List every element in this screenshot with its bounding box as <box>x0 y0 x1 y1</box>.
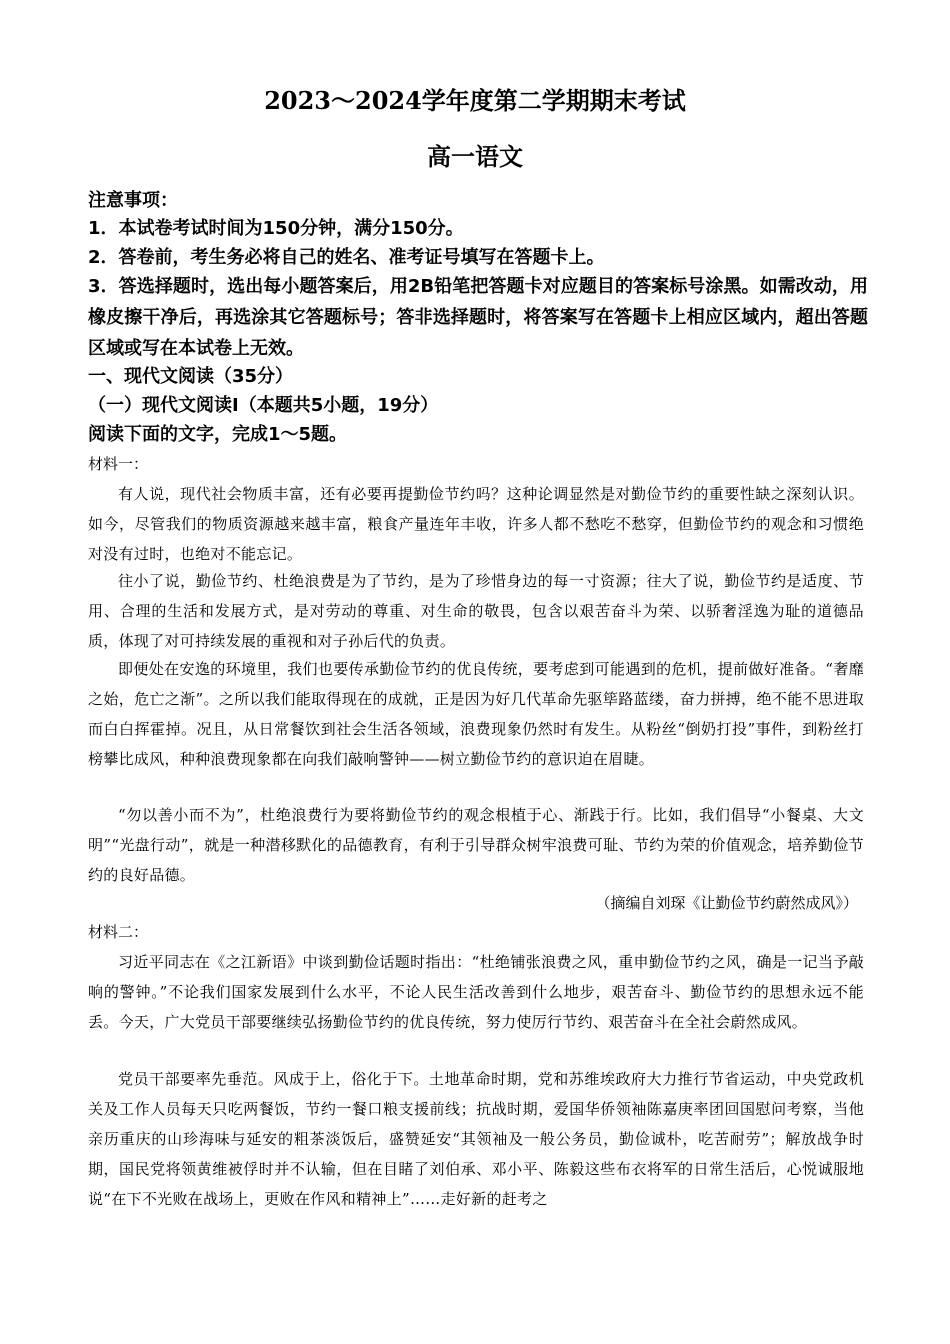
paragraph: 即便处在安逸的环境里，我们也要传承勤俭节约的优良传统，要考虑到可能遇到的危机，提前做好准备。“奢靡之始，危亡之渐”。之所以我们能取得现在的成就，正是因为好几代革命先驱筚路蓝缕，奋力拼搏，绝不能不思进取而白白挥霍掉。况且，从日常餐饮到社会生活各领域，浪费现象仍然时有发生。从粉丝“倒奶打投”事件，到粉丝打榜攀比成风，种种浪费现象都在向我们敲响警钟——树立勤俭节约的意识迫在眉睫。 <box>88 660 864 768</box>
section-subheading: （一）现代文阅读Ⅰ（本题共5小题，19分） <box>88 395 439 416</box>
notice-item: 3．答选择题时，选出每小题答案后，用2B铅笔把答题卡对应题目的答案标号涂黑。如需改动，用橡皮擦干净后，再选涂其它答题标号；答非选择题时，将答案写在答题卡上相应区域内，超出答题区域或写在本试卷上无效。 <box>88 276 868 359</box>
paragraph: 习近平同志在《之江新语》中谈到勤俭话题时指出：“杜绝铺张浪费之风，重申勤俭节约之风，确是一记当予敲响的警钟。”不论我们国家发展到什么水平，不论人民生活改善到什么地步，艰苦奋斗、勤俭节约的思想永远不能丢。今天，广大党员干部要继续弘扬勤俭节约的优良传统，努力使厉行节约、艰苦奋斗在全社会蔚然成风。 <box>88 953 864 1031</box>
paragraph: 党员干部要率先垂范。风成于上，俗化于下。土地革命时期，党和苏维埃政府大力推行节省运动，中央党政机关及工作人员每天只吃两餐饭，节约一餐口粮支援前线；抗战时期，爱国华侨领袖陈嘉庚率团回国慰问考察，当他亲历重庆的山珍海味与延安的粗茶淡饭后，盛赞延安“其领袖及一般公务员，勤俭诚朴，吃苦耐劳”；解放战争时期，国民党将领黄维被俘时并不认输，但在目睹了刘伯承、邓小平、陈毅这些布衣将军的日常生活后，心悦诚服地说“在下不光败在战场上，更败在作风和精神上”……走好新的赶考之 <box>88 1070 864 1208</box>
notice-item: 2．答卷前，考生务必将自己的姓名、准考证号填写在答题卡上。 <box>88 247 605 268</box>
material-label: 材料一： <box>88 455 149 473</box>
subject-title: 高一语文 <box>427 142 523 171</box>
section-instruction: 阅读下面的文字，完成1～5题。 <box>88 424 348 445</box>
source-citation: （摘编自刘琛《让勤俭节约蔚然成风》） <box>595 894 858 912</box>
paragraph: 有人说，现代社会物质丰富，还有必要再提勤俭节约吗？这种论调显然是对勤俭节约的重要性缺之深刻认识。如今，尽管我们的物质资源越来越丰富，粮食产量连年丰收，许多人都不愁吃不愁穿，但勤俭节约的观念和习惯绝对没有过时，也绝对不能忘记。 <box>88 485 864 563</box>
section-heading: 一、现代文阅读（35分） <box>88 366 294 387</box>
notice-item: 1．本试卷考试时间为150分钟，满分150分。 <box>88 218 464 239</box>
paragraph: 往小了说，勤俭节约、杜绝浪费是为了节约，是为了珍惜身边的每一寸资源；往大了说，勤俭节约是适度、节用、合理的生活和发展方式，是对劳动的尊重、对生命的敬畏，包含以艰苦奋斗为荣、以骄奢淫逸为耻的道德品质，体现了对可持续发展的重视和对子孙后代的负责。 <box>88 572 864 650</box>
material-label: 材料二： <box>88 923 149 941</box>
exam-title: 2023～2024学年度第二学期期末考试 <box>264 86 686 115</box>
notice-heading: 注意事项： <box>88 190 178 211</box>
paragraph: “勿以善小而不为”，杜绝浪费行为要将勤俭节约的观念根植于心、渐践于行。比如，我们倡导“小餐桌、大文明”“光盘行动”，就是一种潜移默化的品德教育，有利于引导群众树牢浪费可耻、节约为荣的价值观念，培养勤俭节约的良好品德。 <box>88 806 864 884</box>
